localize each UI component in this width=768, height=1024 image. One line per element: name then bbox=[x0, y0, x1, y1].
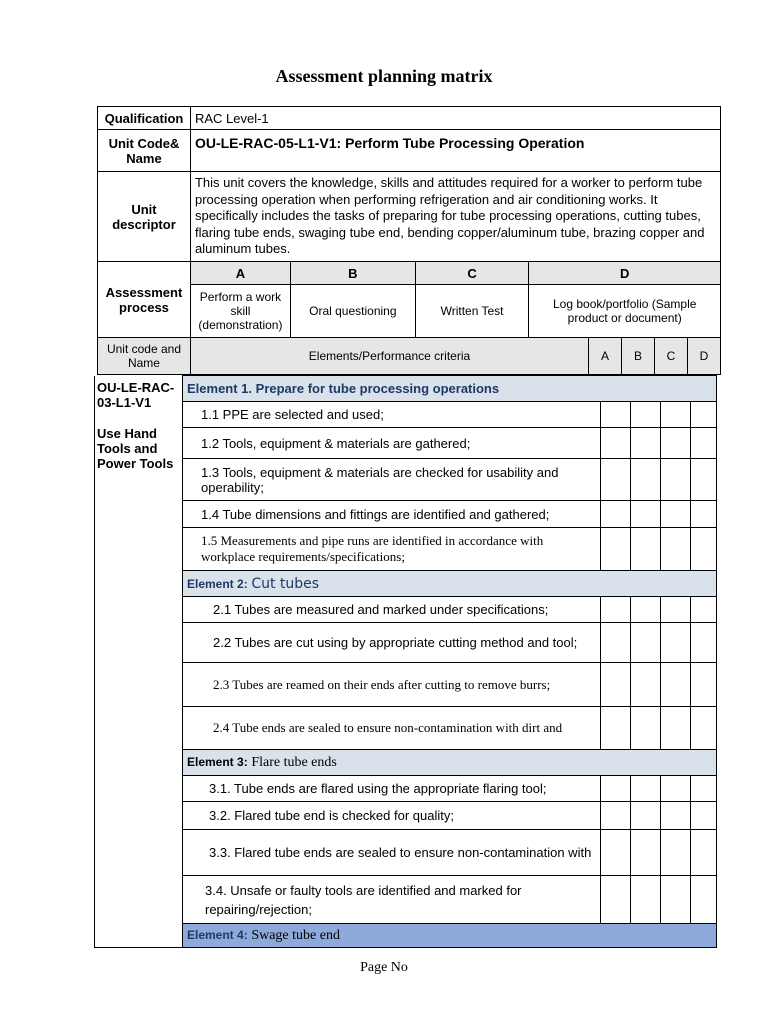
unit-cell bbox=[95, 376, 183, 948]
unit-info-table bbox=[97, 106, 721, 375]
page-number: Page No bbox=[360, 960, 408, 975]
page-title: Assessment planning matrix bbox=[275, 66, 493, 86]
unit-name: Use Hand Tools and Power Tools bbox=[97, 425, 174, 471]
col-c-header: C bbox=[655, 338, 688, 374]
method-letter-c: C bbox=[415, 262, 529, 285]
assessment-process-label: Assessment process bbox=[98, 262, 191, 338]
criterion-2-4: 2.4 Tube ends are sealed to ensure non-contamination with dirt and bbox=[183, 707, 601, 750]
criterion-1-5: 1.5 Measurements and pipe runs are identified in accordance with workplace requirements/specifications; bbox=[183, 528, 601, 571]
element-3-header: Element 3: Flare tube ends bbox=[183, 750, 717, 776]
unit-code-label: Unit Code& Name bbox=[98, 130, 191, 172]
unit-descriptor-value: This unit covers the knowledge, skills and attitudes required for a worker to perform tube processing operation when performing refrigeration and air conditioning works. It specifically includes the tasks of preparing for tube processing operations, cutting tubes, flaring tube ends, swaging tube end, bending copper/aluminum tube, brazing copper and aluminum tubes. bbox=[190, 172, 720, 262]
criterion-3-1: 3.1. Tube ends are flared using the appropriate flaring tool; bbox=[183, 776, 601, 802]
unit-code-name-header: Unit code and Name bbox=[98, 338, 191, 375]
method-letter-a: A bbox=[190, 262, 290, 285]
col-a-header: A bbox=[589, 338, 622, 374]
criterion-3-3: 3.3. Flared tube ends are sealed to ensure non-contamination with bbox=[183, 830, 601, 876]
criterion-1-2: 1.2 Tools, equipment & materials are gathered; bbox=[183, 428, 601, 459]
col-d-header: D bbox=[688, 338, 721, 374]
criterion-2-2: 2.2 Tubes are cut using by appropriate cutting method and tool; bbox=[183, 623, 601, 663]
criterion-1-3: 1.3 Tools, equipment & materials are checked for usability and operability; bbox=[183, 459, 601, 501]
method-letter-b: B bbox=[290, 262, 415, 285]
criterion-3-2: 3.2. Flared tube end is checked for quality; bbox=[183, 802, 601, 830]
criterion-2-3: 2.3 Tubes are reamed on their ends after cutting to remove burrs; bbox=[183, 663, 601, 707]
unit-descriptor-label: Unit descriptor bbox=[98, 172, 191, 262]
qualification-label: Qualification bbox=[98, 107, 191, 130]
criterion-3-4: 3.4. Unsafe or faulty tools are identified and marked for repairing/rejection; bbox=[183, 876, 601, 924]
qualification-value: RAC Level-1 bbox=[190, 107, 720, 130]
criteria-header-label: Elements/Performance criteria bbox=[191, 338, 589, 374]
method-a: Perform a work skill (demonstration) bbox=[190, 285, 290, 338]
element-2-header: Element 2: Cut tubes bbox=[183, 571, 717, 597]
criteria-matrix bbox=[94, 375, 717, 948]
method-letter-d: D bbox=[529, 262, 721, 285]
element-1-header: Element 1. Prepare for tube processing operations bbox=[183, 376, 717, 402]
unit-code: OU-LE-RAC-03-L1-V1 bbox=[97, 379, 175, 410]
criteria-header bbox=[191, 338, 720, 374]
method-c: Written Test bbox=[415, 285, 529, 338]
method-b: Oral questioning bbox=[290, 285, 415, 338]
criterion-1-4: 1.4 Tube dimensions and fittings are identified and gathered; bbox=[183, 501, 601, 528]
col-b-header: B bbox=[622, 338, 655, 374]
unit-code-value: OU-LE-RAC-05-L1-V1: Perform Tube Processing Operation bbox=[190, 130, 720, 172]
method-d: Log book/portfolio (Sample product or document) bbox=[529, 285, 721, 338]
criterion-1-1: 1.1 PPE are selected and used; bbox=[183, 402, 601, 428]
element-4-header: Element 4: Swage tube end bbox=[183, 924, 717, 948]
criterion-2-1: 2.1 Tubes are measured and marked under specifications; bbox=[183, 597, 601, 623]
